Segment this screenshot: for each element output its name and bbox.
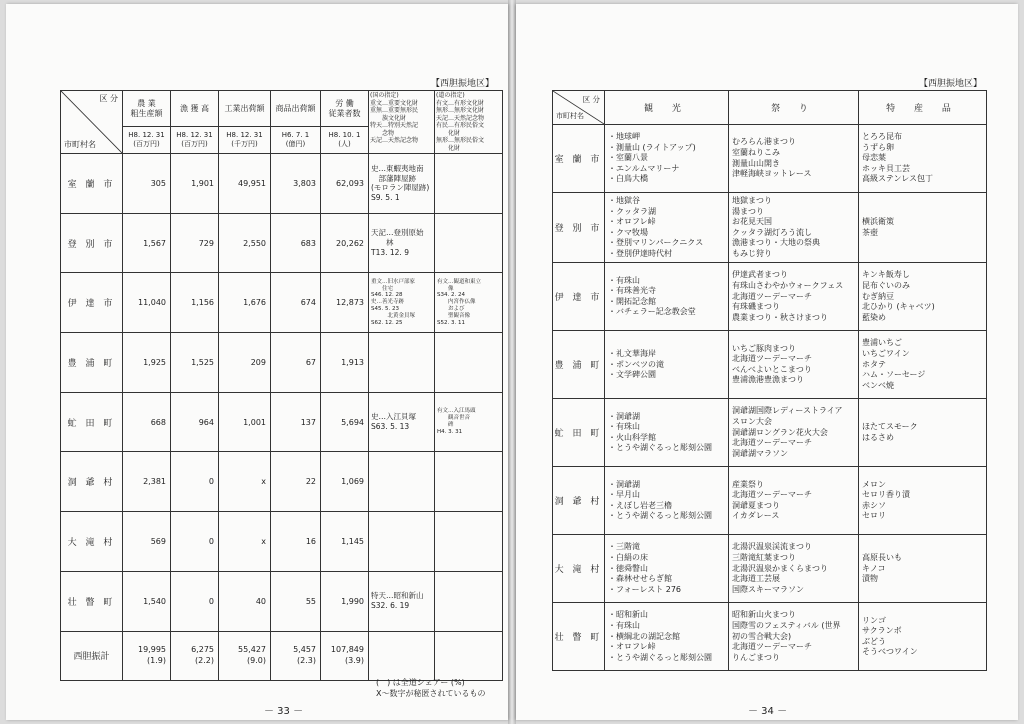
municipality-name: 豊 浦 町 bbox=[553, 331, 605, 399]
list-item: ・白絹の床 bbox=[608, 552, 648, 562]
table-row bbox=[553, 125, 987, 193]
list-item: セロリ香り漬 bbox=[862, 490, 910, 500]
list-item: 国際雪のフェスティバル (世界 bbox=[732, 620, 841, 630]
list-item: ・ポンベツの滝 bbox=[608, 359, 664, 369]
products-cell bbox=[859, 125, 987, 193]
tourism-cell bbox=[605, 535, 729, 603]
festivals-cell bbox=[729, 125, 859, 193]
festivals-cell bbox=[729, 331, 859, 399]
list-item: 北ひかり (キャベツ) bbox=[862, 302, 935, 312]
festivals-cell bbox=[729, 193, 859, 263]
list-item: むぎ納豆 bbox=[862, 291, 894, 301]
list-item: ・えぼし岩老三櫓 bbox=[608, 500, 672, 510]
prefectural-designation: 有文…入江馬頭 観音世音 碑 H4. 3. 31 bbox=[435, 392, 503, 452]
total-value: 5,457 (2.3) bbox=[271, 631, 321, 681]
list-item: サクランボ bbox=[862, 626, 902, 636]
list-item: クッタラ湖灯ろう流し bbox=[732, 227, 812, 237]
municipality-name: 大 滝 村 bbox=[61, 512, 123, 572]
col-fish-date: H8. 12. 31 (百万円) bbox=[171, 127, 219, 154]
list-item: ・徳舜瞥山 bbox=[608, 563, 648, 573]
municipality-name: 壮 瞥 町 bbox=[553, 603, 605, 671]
list-item: 有珠山さわやかウォークフェス bbox=[732, 280, 844, 290]
list-item: ・エンルムマリーナ bbox=[608, 163, 680, 173]
list-item: ・三階滝 bbox=[608, 542, 640, 552]
municipality-name: 室 蘭 市 bbox=[553, 125, 605, 193]
list-item: ・有珠山 bbox=[608, 275, 640, 285]
festivals-cell bbox=[729, 535, 859, 603]
list-item: セロリ bbox=[862, 511, 886, 521]
total-label: 西胆振計 bbox=[61, 631, 123, 681]
total-value: 19,995 (1.9) bbox=[123, 631, 171, 681]
list-item: ・昭和新山 bbox=[608, 610, 648, 620]
col-national: (国の指定) 重文…重要文化財 重無…重要無形民 族文化財 特天…特別天然記 念物 天記…天然記念物 bbox=[369, 91, 435, 154]
list-item: ・クッタラ湖 bbox=[608, 206, 656, 216]
list-item: 産業祭り bbox=[732, 479, 764, 489]
total-row bbox=[61, 631, 503, 681]
municipality-name: 虻 田 町 bbox=[61, 392, 123, 452]
list-item: お花見天国 bbox=[732, 217, 772, 227]
tourism-cell bbox=[605, 331, 729, 399]
list-item: スロン大会 bbox=[732, 416, 772, 426]
list-item: とろろ昆布 bbox=[862, 132, 902, 142]
value-cell: 1,525 bbox=[171, 333, 219, 393]
list-item: キノコ bbox=[862, 563, 886, 573]
products-cell bbox=[859, 263, 987, 331]
list-item: ・バチェラー記念教会堂 bbox=[608, 307, 696, 317]
value-cell: 1,145 bbox=[321, 512, 369, 572]
col-agri-date: H8. 12. 31 (百万円) bbox=[123, 127, 171, 154]
col-commerce: 商品出荷額 bbox=[271, 91, 321, 127]
table-row bbox=[61, 452, 503, 512]
list-item: 洞爺湖国際レディーストライア bbox=[732, 406, 843, 416]
national-designation: 史…東蝦夷地南 部藩陣屋跡 (モロラン陣屋跡) S9. 5. 1 bbox=[369, 154, 435, 214]
header-corner: 区 分 市町村名 bbox=[553, 91, 605, 125]
list-item: ・登別マリンパークニクス bbox=[608, 238, 704, 248]
list-item: 北海道工芸展 bbox=[732, 574, 780, 584]
table-row bbox=[61, 392, 503, 452]
municipality-name: 大 滝 村 bbox=[553, 535, 605, 603]
value-cell: 16 bbox=[271, 512, 321, 572]
national-designation bbox=[369, 333, 435, 393]
list-item: 津軽海峡ヨットレース bbox=[732, 169, 812, 179]
list-item: 国際スキーマラソン bbox=[732, 584, 804, 594]
table-row bbox=[61, 273, 503, 333]
municipality-name: 洞 爺 村 bbox=[61, 452, 123, 512]
value-cell: 62,093 bbox=[321, 154, 369, 214]
value-cell: 2,381 bbox=[123, 452, 171, 512]
value-cell: 49,951 bbox=[219, 154, 271, 214]
products-cell bbox=[859, 535, 987, 603]
col-fish: 漁 獲 高 bbox=[171, 91, 219, 127]
list-item: 初の雪合戦大会) bbox=[732, 631, 792, 641]
value-cell: 569 bbox=[123, 512, 171, 572]
tourism-cell bbox=[605, 399, 729, 467]
list-item: 豊浦漁港豊漁まつり bbox=[732, 375, 804, 385]
value-cell: 668 bbox=[123, 392, 171, 452]
value-cell: 5,694 bbox=[321, 392, 369, 452]
list-item: ・とうや湖ぐるっと彫刻公園 bbox=[608, 511, 712, 521]
list-item: 地獄まつり bbox=[732, 196, 772, 205]
table-row bbox=[553, 263, 987, 331]
list-item: ・とうや湖ぐるっと彫刻公園 bbox=[608, 443, 712, 453]
prefectural-designation: 有文…観道和東立 像 S34. 2. 24 内宮作仏像 および 聖観音像 S52. 3. 11 bbox=[435, 273, 503, 333]
value-cell: 2,550 bbox=[219, 213, 271, 273]
products-cell bbox=[859, 399, 987, 467]
page-number: － 33 － bbox=[264, 706, 304, 717]
value-cell: 674 bbox=[271, 273, 321, 333]
list-item: べんべよいとこまつり bbox=[732, 364, 812, 374]
list-item: ・早月山 bbox=[608, 490, 640, 500]
value-cell: 683 bbox=[271, 213, 321, 273]
list-item: ホッキ貝工芸 bbox=[862, 163, 910, 173]
value-cell: 12,873 bbox=[321, 273, 369, 333]
value-cell: 209 bbox=[219, 333, 271, 393]
prefectural-designation bbox=[435, 333, 503, 393]
page-number: － 34 － bbox=[748, 706, 788, 717]
list-item: 北海道ツーデーマーチ bbox=[732, 490, 812, 500]
list-item: ホタテ bbox=[862, 359, 886, 369]
value-cell: 3,803 bbox=[271, 154, 321, 214]
value-cell: 1,001 bbox=[219, 392, 271, 452]
col-tourism: 観 光 bbox=[605, 91, 729, 125]
table-row bbox=[61, 154, 503, 214]
table-row bbox=[61, 213, 503, 273]
list-item: ・有珠山 bbox=[608, 422, 640, 432]
list-item: キンキ飯寿し bbox=[862, 270, 910, 280]
value-cell: 22 bbox=[271, 452, 321, 512]
value-cell: 964 bbox=[171, 392, 219, 452]
value-cell: 1,069 bbox=[321, 452, 369, 512]
festivals-cell bbox=[729, 263, 859, 331]
value-cell: 0 bbox=[171, 571, 219, 631]
footnote: ( ) は全道シェアー (%) X～数字が秘匿されているもの bbox=[376, 678, 486, 698]
national-designation bbox=[369, 452, 435, 512]
list-item: ・オロフレ峠 bbox=[608, 217, 656, 227]
list-item: ・森林せせらぎ館 bbox=[608, 574, 672, 584]
list-item: 昆布ぐいのみ bbox=[862, 280, 910, 290]
municipality-name: 登 別 市 bbox=[61, 213, 123, 273]
value-cell: 729 bbox=[171, 213, 219, 273]
festivals-cell bbox=[729, 467, 859, 535]
list-item: そうべつワイン bbox=[862, 647, 918, 657]
list-item: 洞爺湖ロングラン花火大会 bbox=[732, 427, 828, 437]
table-row bbox=[553, 193, 987, 263]
list-item: ・有珠善光寺 bbox=[608, 286, 656, 296]
list-item: 茶壺 bbox=[862, 227, 878, 237]
national-designation: 重文…旧水戸部家 住宅 S46. 12. 28 史…善光寺跡 S45. 5. 23 北黄金貝塚 S62. 12. 25 bbox=[369, 273, 435, 333]
products-cell bbox=[859, 193, 987, 263]
tourism-table bbox=[552, 90, 987, 671]
list-item: ・とうや湖ぐるっと彫刻公園 bbox=[608, 652, 712, 662]
municipality-name: 虻 田 町 bbox=[553, 399, 605, 467]
book-spine bbox=[508, 0, 516, 724]
list-item: ・フォーレスト 276 bbox=[608, 584, 682, 594]
table-row bbox=[553, 603, 987, 671]
municipality-name: 伊 達 市 bbox=[61, 273, 123, 333]
col-industry: 工業出荷額 bbox=[219, 91, 271, 127]
tourism-cell bbox=[605, 603, 729, 671]
total-value: 6,275 (2.2) bbox=[171, 631, 219, 681]
list-item: 北海道ツーデーマーチ bbox=[732, 438, 812, 448]
value-cell: 1,925 bbox=[123, 333, 171, 393]
table-row bbox=[61, 333, 503, 393]
list-item: ・地獄谷 bbox=[608, 196, 640, 205]
list-item: 北海道ツーデーマーチ bbox=[732, 642, 812, 652]
col-commerce-date: H6. 7. 1 (億円) bbox=[271, 127, 321, 154]
list-item: ・礼文華海岸 bbox=[608, 348, 656, 358]
municipality-name: 伊 達 市 bbox=[553, 263, 605, 331]
list-item: りんごまつり bbox=[732, 652, 780, 662]
list-item: 高原長いも bbox=[862, 552, 902, 562]
list-item: ハム・ソーセージ bbox=[862, 370, 926, 380]
festivals-cell bbox=[729, 603, 859, 671]
list-item: いちご豚肉まつり bbox=[732, 343, 796, 353]
value-cell: 1,990 bbox=[321, 571, 369, 631]
festivals-cell bbox=[729, 399, 859, 467]
value-cell: 40 bbox=[219, 571, 271, 631]
list-item: 北湯沢温泉渓流まつり bbox=[732, 542, 812, 552]
list-item: 横浜衛策 bbox=[862, 217, 894, 227]
prefectural-designation bbox=[435, 571, 503, 631]
value-cell: 1,540 bbox=[123, 571, 171, 631]
tourism-cell bbox=[605, 125, 729, 193]
table-row bbox=[553, 331, 987, 399]
list-item: 湯まつり bbox=[732, 206, 764, 216]
list-item: ・有珠山 bbox=[608, 620, 640, 630]
value-cell: x bbox=[219, 512, 271, 572]
col-products: 特 産 品 bbox=[859, 91, 987, 125]
list-item: ・クマ牧場 bbox=[608, 227, 648, 237]
col-industry-date: H8. 12. 31 (千万円) bbox=[219, 127, 271, 154]
products-cell bbox=[859, 467, 987, 535]
col-agri: 農 業 粗生産額 bbox=[123, 91, 171, 127]
national-designation: 特天…昭和新山 S32. 6. 19 bbox=[369, 571, 435, 631]
value-cell: 1,901 bbox=[171, 154, 219, 214]
prefectural-designation bbox=[435, 452, 503, 512]
value-cell: 1,156 bbox=[171, 273, 219, 333]
products-cell bbox=[859, 331, 987, 399]
table-row bbox=[61, 571, 503, 631]
products-cell bbox=[859, 603, 987, 671]
value-cell: 1,913 bbox=[321, 333, 369, 393]
list-item: 有珠磯まつり bbox=[732, 302, 780, 312]
tourism-cell bbox=[605, 193, 729, 263]
col-prefectural: (道の指定) 有文…有形文化財 無形…無形文化財 天記…天然記念物 有民…有形民俗文 化財 無形…無形民俗文 化財 bbox=[435, 91, 503, 154]
list-item: ぶどう bbox=[862, 636, 886, 646]
national-designation: 史…入江貝塚 S63. 5. 13 bbox=[369, 392, 435, 452]
list-item: 三階滝紅葉まつり bbox=[732, 552, 796, 562]
list-item: ・白鳥大橋 bbox=[608, 174, 648, 184]
list-item: もみじ狩り bbox=[732, 248, 772, 258]
table-row bbox=[553, 535, 987, 603]
list-item: 洞爺夏まつり bbox=[732, 500, 780, 510]
page-33 bbox=[6, 4, 508, 720]
economy-table bbox=[60, 90, 503, 681]
value-cell: 1,567 bbox=[123, 213, 171, 273]
total-value: 107,849 (3.9) bbox=[321, 631, 369, 681]
table-row bbox=[553, 467, 987, 535]
list-item: ・火山科学館 bbox=[608, 432, 656, 442]
list-item: 高級ステンレス包丁 bbox=[862, 174, 933, 184]
value-cell: x bbox=[219, 452, 271, 512]
value-cell: 55 bbox=[271, 571, 321, 631]
value-cell: 0 bbox=[171, 512, 219, 572]
list-item: 洞爺湖マラソン bbox=[732, 448, 788, 458]
list-item: 北海道ツーデーマーチ bbox=[732, 291, 812, 301]
list-item: はるさめ bbox=[862, 432, 894, 442]
list-item: ・開拓記念館 bbox=[608, 296, 656, 306]
list-item: ・地球岬 bbox=[608, 132, 640, 142]
tourism-cell bbox=[605, 263, 729, 331]
table-row bbox=[553, 399, 987, 467]
municipality-name: 登 別 市 bbox=[553, 193, 605, 263]
list-item: 測量山山開き bbox=[732, 158, 780, 168]
value-cell: 67 bbox=[271, 333, 321, 393]
list-item: 昭和新山火まつり bbox=[732, 610, 796, 620]
value-cell: 11,040 bbox=[123, 273, 171, 333]
col-workers: 労 働 従業者数 bbox=[321, 91, 369, 127]
list-item: 赤シソ bbox=[862, 500, 886, 510]
municipality-name: 洞 爺 村 bbox=[553, 467, 605, 535]
value-cell: 0 bbox=[171, 452, 219, 512]
municipality-name: 豊 浦 町 bbox=[61, 333, 123, 393]
list-item: メロン bbox=[862, 479, 886, 489]
list-item: ・測量山 (ライトアップ) bbox=[608, 142, 696, 152]
list-item: ベンベ焼 bbox=[862, 380, 894, 390]
national-designation: 天記…登別原始 林 T13. 12. 9 bbox=[369, 213, 435, 273]
list-item: ・登別伊達時代村 bbox=[608, 248, 672, 258]
value-cell: 305 bbox=[123, 154, 171, 214]
prefectural-designation bbox=[435, 154, 503, 214]
table-row bbox=[61, 512, 503, 572]
list-item: うずら卵 bbox=[862, 142, 894, 152]
value-cell: 137 bbox=[271, 392, 321, 452]
region-label: 【西胆振地区】 bbox=[430, 79, 494, 89]
list-item: ほたてスモーク bbox=[862, 422, 918, 432]
municipality-name: 壮 瞥 町 bbox=[61, 571, 123, 631]
national-designation bbox=[369, 512, 435, 572]
list-item: ・文学碑公園 bbox=[608, 370, 656, 380]
value-cell: 20,262 bbox=[321, 213, 369, 273]
header-corner: 区 分 市町村名 bbox=[61, 91, 123, 154]
list-item: 母恋葉 bbox=[862, 153, 886, 163]
list-item: 農業まつり・秋さけまつり bbox=[732, 312, 828, 322]
list-item: ・室蘭八景 bbox=[608, 153, 648, 163]
list-item: ・オロフレ峠 bbox=[608, 642, 656, 652]
tourism-cell bbox=[605, 467, 729, 535]
list-item: ・洞爺湖 bbox=[608, 411, 640, 421]
list-item: 豊浦いちご bbox=[862, 338, 902, 348]
col-festivals: 祭 り bbox=[729, 91, 859, 125]
list-item: ・洞爺湖 bbox=[608, 479, 640, 489]
list-item: 北海道ツーデーマーチ bbox=[732, 354, 812, 364]
prefectural-designation bbox=[435, 213, 503, 273]
list-item: 漁港まつり・大地の祭典 bbox=[732, 238, 820, 248]
municipality-name: 室 蘭 市 bbox=[61, 154, 123, 214]
prefectural-designation bbox=[435, 512, 503, 572]
list-item: 漬物 bbox=[862, 574, 878, 584]
list-item: むろらん港まつり bbox=[732, 137, 796, 147]
col-workers-date: H8. 10. 1 (人) bbox=[321, 127, 369, 154]
list-item: 室蘭ねりこみ bbox=[732, 147, 780, 157]
list-item: 伊達武者まつり bbox=[732, 270, 788, 280]
region-label: 【西胆振地区】 bbox=[918, 79, 982, 89]
list-item: 北湯沢温泉かまくらまつり bbox=[732, 563, 828, 573]
list-item: いちごワイン bbox=[862, 348, 910, 358]
page-34 bbox=[516, 4, 1018, 720]
list-item: リンゴ bbox=[862, 615, 886, 625]
list-item: ・横綱北の湖記念館 bbox=[608, 631, 680, 641]
list-item: イカダレース bbox=[732, 511, 780, 521]
list-item: 藍染め bbox=[862, 312, 886, 322]
value-cell: 1,676 bbox=[219, 273, 271, 333]
total-value: 55,427 (9.0) bbox=[219, 631, 271, 681]
